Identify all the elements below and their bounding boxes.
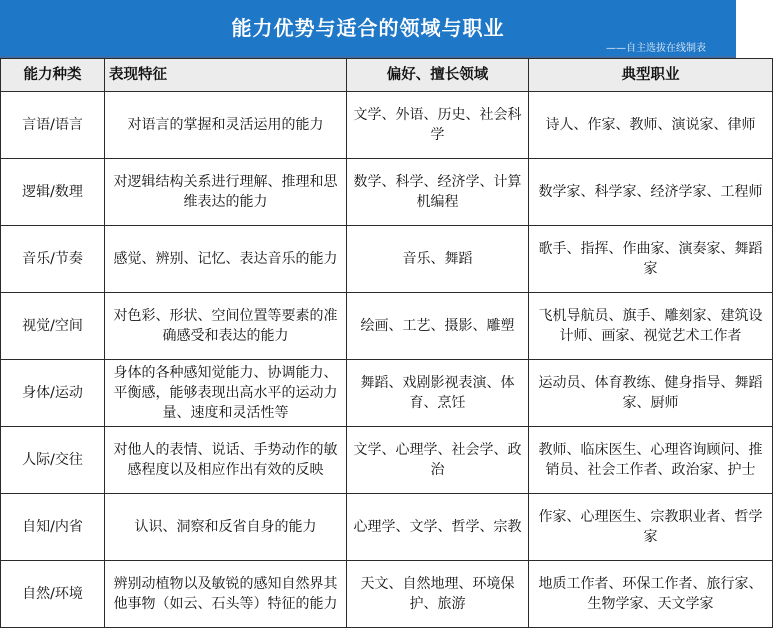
table-cell: 对逻辑结构关系进行理解、推理和思维表达的能力 (105, 159, 347, 226)
table-cell: 对色彩、形状、空间位置等要素的准确感受和表达的能力 (105, 293, 347, 360)
table-cell: 自知/内省 (1, 494, 105, 561)
column-header: 典型职业 (529, 59, 773, 92)
table-cell: 辨别动植物以及敏锐的感知自然界其他事物（如云、石头等）特征的能力 (105, 561, 347, 628)
table-cell: 数学家、科学家、经济学家、工程师 (529, 159, 773, 226)
page-subtitle: ——自主选拔在线制表 (606, 43, 706, 54)
table-cell: 自然/环境 (1, 561, 105, 628)
table-cell: 音乐、舞蹈 (347, 226, 529, 293)
table-cell: 文学、外语、历史、社会科学 (347, 92, 529, 159)
table-cell: 人际/交往 (1, 427, 105, 494)
table-cell: 言语/语言 (1, 92, 105, 159)
column-header: 偏好、擅长领域 (347, 59, 529, 92)
table-cell: 逻辑/数理 (1, 159, 105, 226)
table-cell: 诗人、作家、教师、演说家、律师 (529, 92, 773, 159)
table-cell: 教师、临床医生、心理咨询顾问、推销员、社会工作者、政治家、护士 (529, 427, 773, 494)
table-row (1, 226, 773, 293)
table-row (1, 427, 773, 494)
table-cell: 视觉/空间 (1, 293, 105, 360)
table-row (1, 360, 773, 427)
table-cell: 运动员、体育教练、健身指导、舞蹈家、厨师 (529, 360, 773, 427)
table-cell: 身体的各种感知觉能力、协调能力、平衡感，能够表现出高水平的运动力量、速度和灵活性等 (105, 360, 347, 427)
table-row (1, 159, 773, 226)
table-cell: 文学、心理学、社会学、政治 (347, 427, 529, 494)
table-row (1, 293, 773, 360)
title-banner (0, 0, 736, 58)
table-cell: 对他人的表情、说话、手势动作的敏感程度以及相应作出有效的反映 (105, 427, 347, 494)
table-row (1, 561, 773, 628)
table-cell: 音乐/节奏 (1, 226, 105, 293)
table-cell: 数学、科学、经济学、计算机编程 (347, 159, 529, 226)
table-cell: 地质工作者、环保工作者、旅行家、生物学家、天文学家 (529, 561, 773, 628)
table-cell: 感觉、辨别、记忆、表达音乐的能力 (105, 226, 347, 293)
table-cell: 对语言的掌握和灵活运用的能力 (105, 92, 347, 159)
column-header: 能力种类 (1, 59, 105, 92)
table-cell: 认识、洞察和反省自身的能力 (105, 494, 347, 561)
table-cell: 天文、自然地理、环境保护、旅游 (347, 561, 529, 628)
table-cell: 飞机导航员、旗手、雕刻家、建筑设计师、画家、视觉艺术工作者 (529, 293, 773, 360)
table-row (1, 494, 773, 561)
table-cell: 绘画、工艺、摄影、雕塑 (347, 293, 529, 360)
table-cell: 身体/运动 (1, 360, 105, 427)
page-title: 能力优势与适合的领域与职业 (231, 16, 505, 40)
table-cell: 作家、心理医生、宗教职业者、哲学家 (529, 494, 773, 561)
table-cell: 心理学、文学、哲学、宗教 (347, 494, 529, 561)
table-header-row (1, 59, 773, 92)
table-row (1, 92, 773, 159)
column-header: 表现特征 (105, 59, 347, 92)
ability-table (0, 58, 773, 628)
table-cell: 舞蹈、戏剧影视表演、体育、烹饪 (347, 360, 529, 427)
table-cell: 歌手、指挥、作曲家、演奏家、舞蹈家 (529, 226, 773, 293)
